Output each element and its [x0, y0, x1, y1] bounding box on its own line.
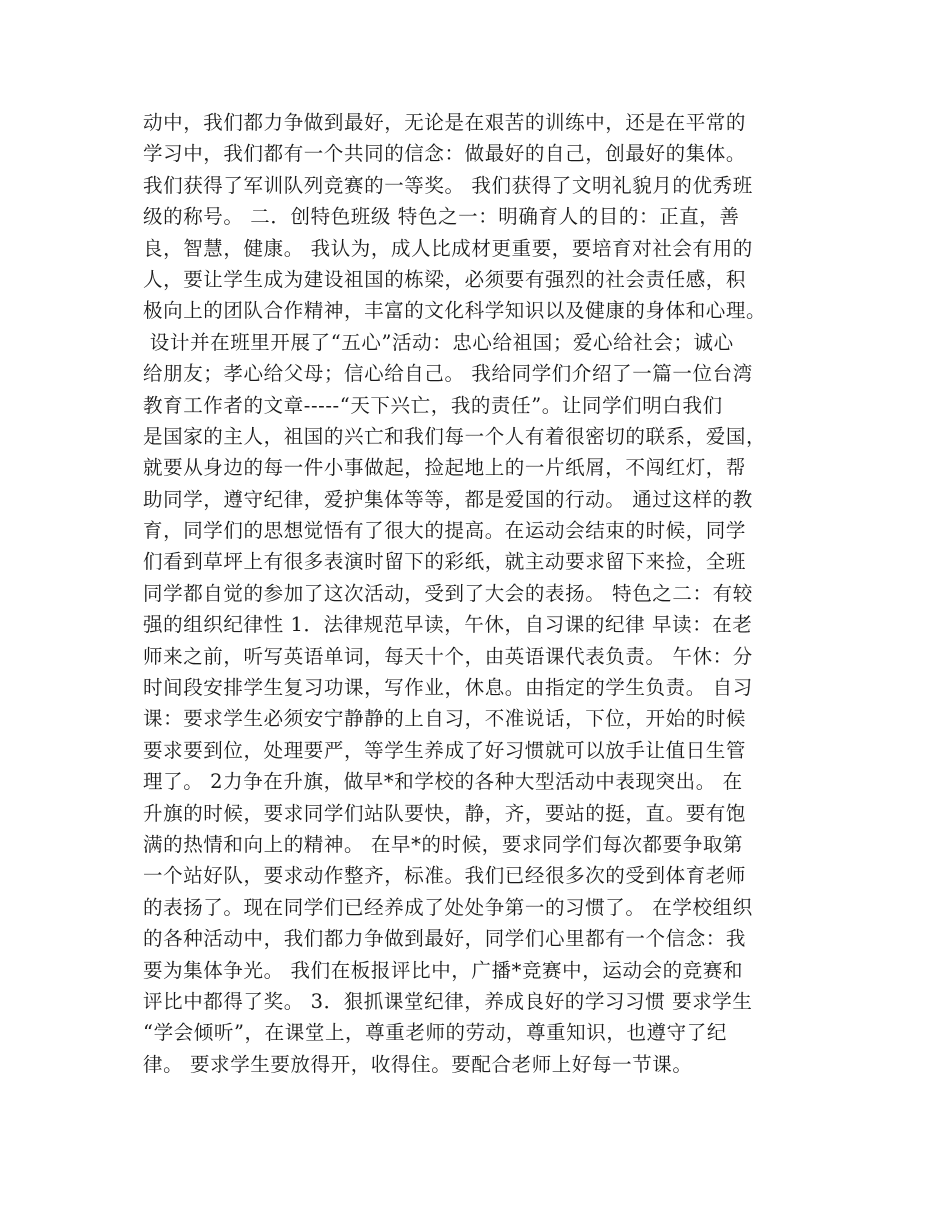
text-line: 级的称号。 二．创特色班级 特色之一：明确育人的目的：正直，善	[143, 205, 740, 229]
text-line: 极向上的团队合作精神，丰富的文化科学知识以及健康的身体和心理。	[143, 299, 767, 323]
text-line: 一个站好队，要求动作整齐，标准。我们已经很多次的受到体育老师	[143, 864, 747, 888]
text-line: 育，同学们的思想觉悟有了很大的提高。在运动会结束的时候，同学	[143, 519, 747, 543]
text-line: 强的组织纪律性 1．法律规范早读，午休，自习课的纪律 早读：在老	[143, 613, 753, 637]
text-line: 就要从身边的每一件小事做起，捡起地上的一片纸屑，不闯红灯，帮	[143, 456, 747, 480]
text-line: 我们获得了军训队列竞赛的一等奖。 我们获得了文明礼貌月的优秀班	[143, 173, 753, 197]
text-line: 的表扬了。现在同学们已经养成了处处争第一的习惯了。 在学校组织	[143, 895, 753, 919]
text-line: 理了。 2力争在升旗，做早*和学校的各种大型活动中表现突出。 在	[143, 770, 743, 794]
body-text	[143, 107, 823, 1080]
text-line: 的各种活动中，我们都力争做到最好，同学们心里都有一个信念：我	[143, 927, 747, 951]
text-line: 给朋友；孝心给父母；信心给自己。 我给同学们介绍了一篇一位台湾	[143, 362, 753, 386]
text-line: 人，要让学生成为建设祖国的栋梁，必须要有强烈的社会责任感，积	[143, 267, 747, 291]
text-line: 设计并在班里开展了“五心”活动：忠心给祖国；爱心给社会；诚心	[143, 330, 734, 354]
text-line: 升旗的时候，要求同学们站队要快，静，齐，要站的挺，直。要有饱	[143, 801, 747, 825]
text-line: 满的热情和向上的精神。 在早*的时候，要求同学们每次都要争取第	[143, 832, 744, 856]
text-line: 要为集体争光。 我们在板报评比中，广播*竞赛中，运动会的竞赛和	[143, 958, 744, 982]
text-line: 时间段安排学生复习功课，写作业，休息。由指定的学生负责。 自习	[143, 676, 753, 700]
text-line: 要求要到位，处理要严，等学生养成了好习惯就可以放手让值日生管	[143, 738, 747, 762]
text-line: 助同学，遵守纪律，爱护集体等等，都是爱国的行动。 通过这样的教	[143, 487, 753, 511]
text-line: 律。 要求学生要放得开，收得住。要配合老师上好每一节课。	[143, 1052, 693, 1076]
text-line: 动中，我们都力争做到最好，无论是在艰苦的训练中，还是在平常的	[143, 111, 747, 134]
text-line: 评比中都得了奖。 3．狠抓课堂纪律，养成良好的学习习惯 要求学生	[143, 989, 753, 1013]
text-line: 学习中，我们都有一个共同的信念：做最好的自己，创最好的集体。	[143, 142, 747, 166]
text-line: 良，智慧，健康。 我认为，成人比成材更重要，要培育对社会有用的	[143, 236, 753, 260]
text-line: 师来之前，听写英语单词，每天十个，由英语课代表负责。 午休：分	[143, 644, 753, 668]
text-line: 是国家的主人，祖国的兴亡和我们每一个人有着很密切的联系，爱国，	[143, 424, 767, 448]
text-line: “学会倾听”，在课堂上，尊重老师的劳动，尊重知识，也遵守了纪	[143, 1021, 727, 1045]
text-line: 同学都自觉的参加了这次活动，受到了大会的表扬。 特色之二：有较	[143, 581, 753, 605]
text-line: 教育工作者的文章-----“天下兴亡，我的责任”。让同学们明白我们	[143, 393, 723, 417]
text-line: 们看到草坪上有很多表演时留下的彩纸，就主动要求留下来捡，全班	[143, 550, 747, 574]
text-line: 课：要求学生必须安宁静静的上自习，不准说话，下位，开始的时候	[143, 707, 747, 731]
